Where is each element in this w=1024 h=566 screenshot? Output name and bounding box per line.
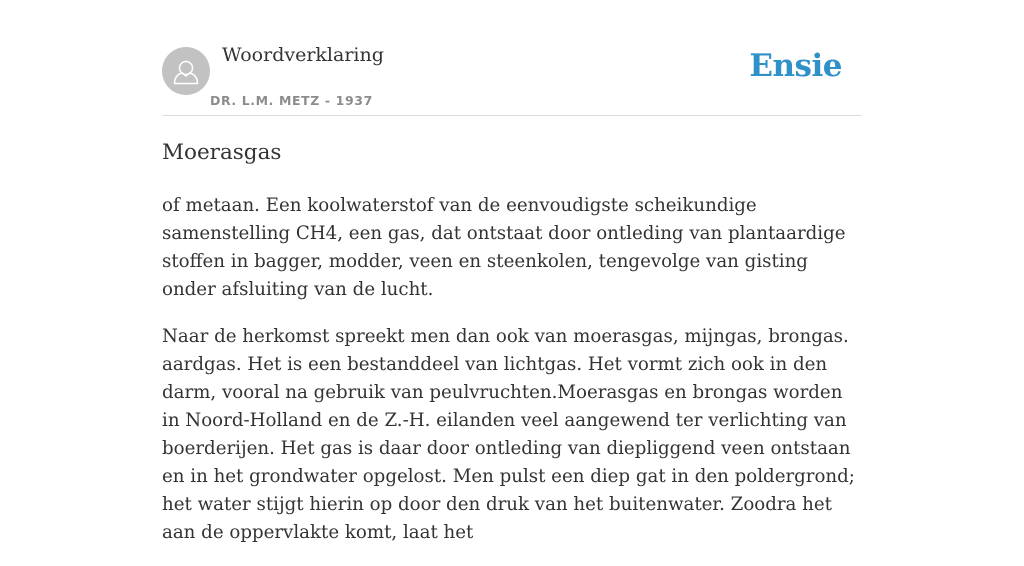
entry-card: [162, 0, 862, 543]
entry-body: [162, 192, 862, 566]
source-title[interactable]: Woordverklaring: [222, 44, 384, 66]
meta-separator: -: [319, 93, 336, 108]
avatar: [162, 47, 210, 95]
entry-header: [162, 0, 862, 116]
author-name[interactable]: DR. L.M. METZ: [210, 93, 320, 108]
body-paragraph: Naar de herkomst spreekt men dan ook van moerasgas, mijngas, brongas. aardgas. Het is een bestanddeel van lichtgas. Het vormt zich ook in den darm, vooral na gebruik van peulvruchten.Moerasgas en brongas worden in Noord-Holland en de Z.-H. eilanden veel aangewend ter verlichting van boerderijen. Het gas is daar door ontleding van diepliggend veen ontstaan en in het grondwater opgelost. Men pulst een diep gat in den poldergrond; het water stijgt hierin op door den druk van het buitenwater. Zoodra het aan de oppervlakte komt, laat het: [162, 326, 855, 543]
publication-year: 1937: [335, 93, 373, 108]
entry-title: Moerasgas: [162, 140, 282, 165]
body-paragraph: of metaan. Een koolwaterstof van de eenvoudigste scheikundige samenstelling CH4, een gas, dat ontstaat door ontleding van plantaardige stoffen in bagger, modder, veen en steenkolen, tengevolge van gisting onder afsluiting van de lucht.: [162, 195, 846, 300]
user-icon: [162, 47, 210, 95]
author-meta: [210, 93, 373, 108]
brand-logo[interactable]: Ensie: [749, 48, 842, 84]
